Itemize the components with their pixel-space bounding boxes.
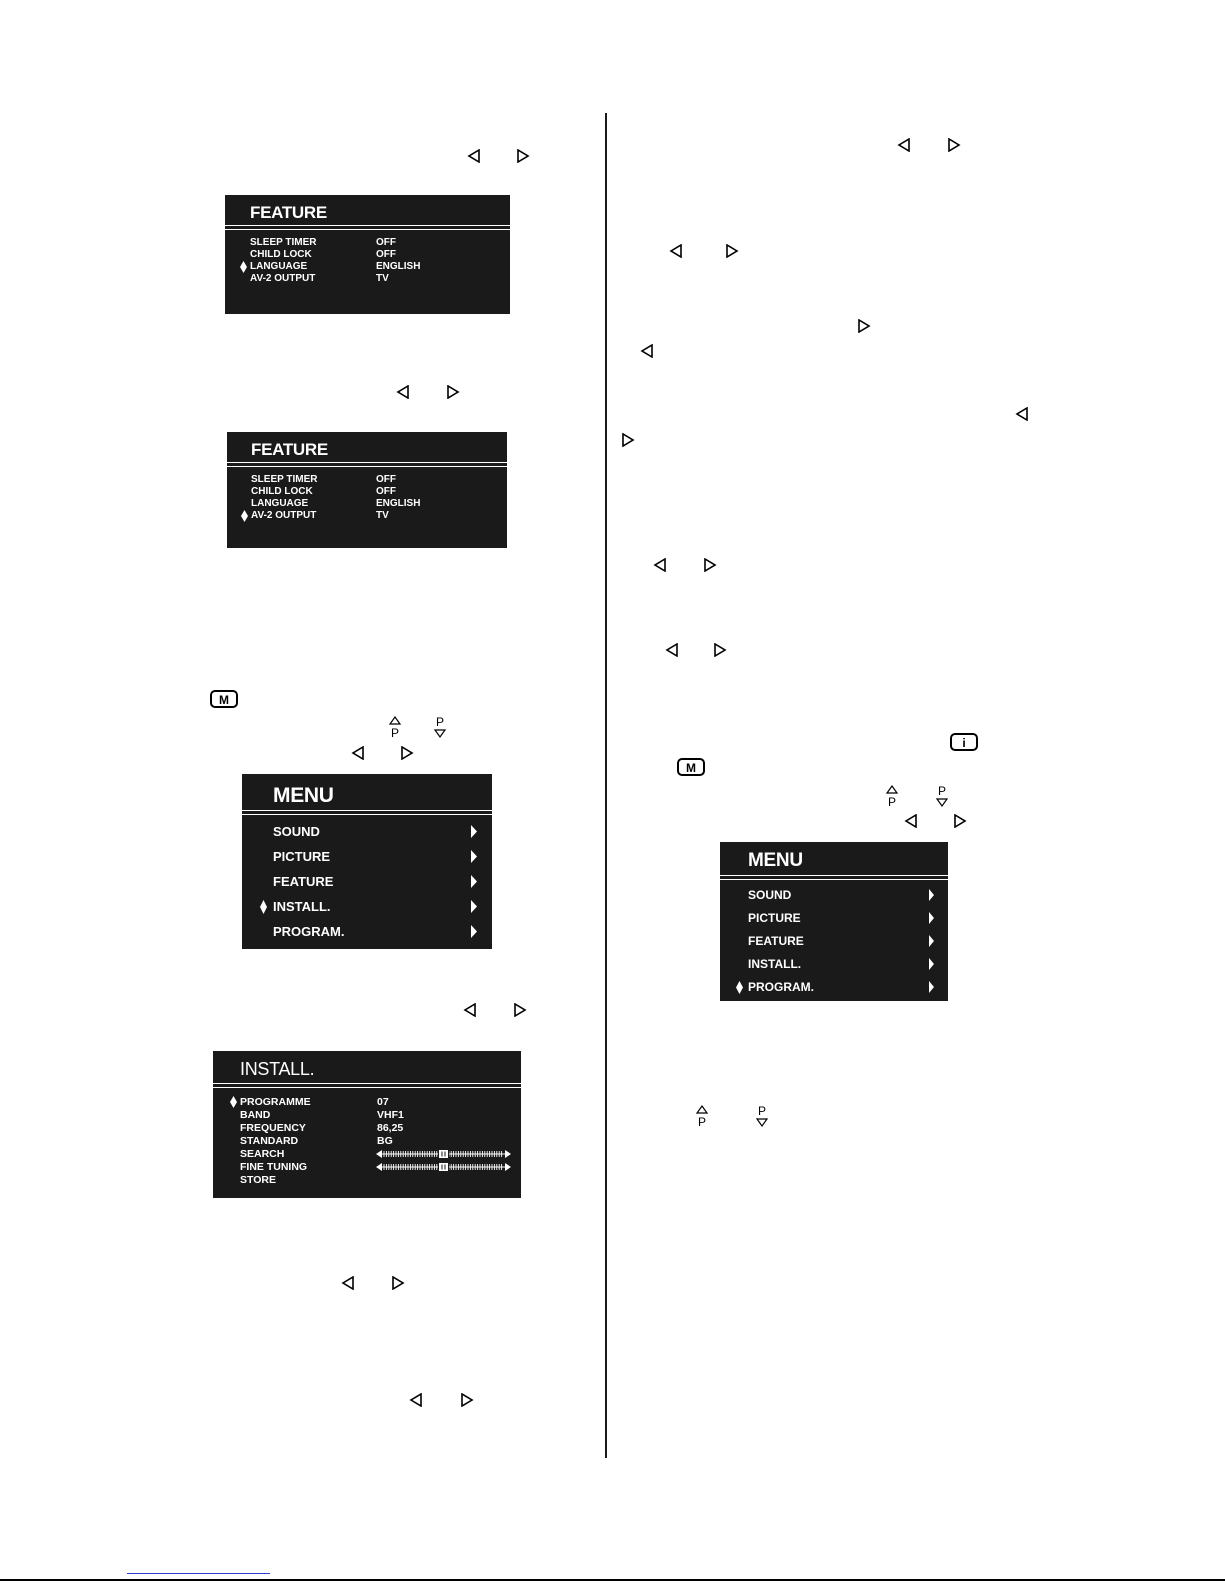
left-arrow-icon	[904, 814, 918, 828]
osd-title-rule	[227, 462, 507, 467]
svg-text:M: M	[219, 693, 229, 707]
install-menu-osd	[213, 1051, 521, 1198]
osd-title-rule	[225, 225, 510, 230]
feature-menu-osd-1	[225, 195, 510, 314]
osd-title-rule	[213, 1083, 521, 1088]
right-arrow-icon	[953, 814, 967, 828]
osd-row-label: STANDARD	[240, 1135, 299, 1147]
right-arrow-icon	[725, 244, 739, 258]
osd-row-label: LANGUAGE	[251, 498, 309, 509]
right-arrow-icon	[516, 149, 530, 163]
left-arrow-icon	[669, 244, 683, 258]
submenu-arrow-icon	[929, 981, 934, 993]
right-arrow-icon	[446, 385, 460, 399]
submenu-arrow-icon	[471, 850, 477, 863]
right-arrow-icon	[713, 643, 727, 657]
submenu-arrow-icon	[471, 900, 477, 913]
menu-item-install[interactable]	[720, 957, 948, 973]
bar-left-end-icon	[376, 1150, 382, 1158]
menu-item-picture[interactable]	[720, 911, 948, 927]
osd-row-label: FINE TUNING	[240, 1161, 308, 1173]
menu-key-icon	[677, 758, 705, 776]
right-arrow-icon	[857, 319, 871, 333]
menu-item-label: SOUND	[273, 824, 320, 839]
program-down-icon	[432, 715, 448, 741]
submenu-arrow-icon	[929, 958, 934, 970]
menu-item-feature[interactable]	[720, 934, 948, 950]
osd-row-value: 07	[377, 1096, 389, 1108]
osd-title: MENU	[748, 850, 803, 871]
osd-row[interactable]	[227, 474, 507, 486]
selection-cursor-icon	[736, 981, 743, 994]
osd-row-value: VHF1	[377, 1109, 404, 1121]
bar-left-end-icon	[376, 1163, 382, 1171]
left-arrow-icon	[1015, 407, 1029, 421]
osd-row-label: SLEEP TIMER	[250, 237, 317, 248]
footer-link-underline	[127, 1573, 270, 1574]
menu-item-label: SOUND	[748, 888, 792, 902]
osd-row-value: BG	[377, 1135, 393, 1147]
osd-row-value: OFF	[376, 249, 396, 260]
osd-row-label: SLEEP TIMER	[251, 474, 318, 485]
left-arrow-icon	[640, 344, 654, 358]
left-arrow-icon	[341, 1276, 355, 1290]
osd-row-selected[interactable]	[227, 510, 507, 522]
menu-item-program[interactable]	[720, 980, 948, 996]
osd-row-label: STORE	[240, 1174, 276, 1186]
osd-row-value: 86,25	[377, 1122, 404, 1134]
footer-rule	[0, 1579, 1225, 1581]
right-arrow-icon	[947, 138, 961, 152]
selection-cursor-icon	[230, 1096, 237, 1108]
menu-item-label: PROGRAM.	[748, 980, 814, 994]
osd-row-label: PROGRAMME	[240, 1096, 311, 1108]
menu-item-sound[interactable]	[242, 824, 492, 842]
osd-title: INSTALL.	[240, 1059, 315, 1079]
right-arrow-icon	[460, 1393, 474, 1407]
osd-title-rule	[720, 875, 948, 880]
fine-tuning-slider[interactable]	[376, 1162, 511, 1172]
osd-row-value: OFF	[376, 474, 396, 485]
osd-title: MENU	[273, 784, 334, 807]
menu-item-feature[interactable]	[242, 874, 492, 892]
bar-knob	[439, 1150, 449, 1159]
osd-row-value: OFF	[376, 486, 396, 497]
osd-row-label: BAND	[240, 1109, 271, 1121]
menu-item-label: FEATURE	[273, 874, 334, 889]
osd-title: FEATURE	[251, 440, 328, 459]
osd-row-value: ENGLISH	[376, 261, 421, 272]
osd-row-value: TV	[376, 510, 389, 521]
osd-row-label: LANGUAGE	[250, 261, 308, 272]
svg-text:M: M	[686, 761, 696, 775]
search-slider[interactable]	[376, 1149, 511, 1159]
osd-title: FEATURE	[250, 203, 327, 222]
osd-row-value: OFF	[376, 237, 396, 248]
right-arrow-icon	[703, 558, 717, 572]
install-row-frequency[interactable]	[213, 1122, 521, 1135]
left-arrow-icon	[467, 149, 481, 163]
svg-text:P: P	[887, 795, 897, 809]
osd-row-selected[interactable]	[225, 261, 510, 273]
program-down-icon	[754, 1104, 770, 1130]
svg-text:P: P	[697, 1115, 707, 1129]
menu-item-sound[interactable]	[720, 888, 948, 904]
osd-row[interactable]	[227, 486, 507, 498]
feature-menu-osd-2	[227, 432, 507, 548]
selection-cursor-icon	[260, 900, 267, 914]
submenu-arrow-icon	[471, 825, 477, 838]
svg-text:P: P	[757, 1104, 767, 1118]
osd-row-label: CHILD LOCK	[251, 486, 313, 497]
osd-row[interactable]	[225, 273, 510, 285]
right-arrow-icon	[400, 746, 414, 760]
osd-row-value: TV	[376, 273, 389, 284]
left-arrow-icon	[665, 643, 679, 657]
osd-row-label: AV-2 OUTPUT	[250, 273, 316, 284]
menu-key-icon	[210, 690, 238, 708]
osd-row[interactable]	[227, 498, 507, 510]
svg-text:P: P	[937, 784, 947, 798]
submenu-arrow-icon	[471, 875, 477, 888]
install-row-search[interactable]	[213, 1148, 521, 1161]
program-up-icon	[387, 715, 403, 741]
osd-row-label: CHILD LOCK	[250, 249, 312, 260]
submenu-arrow-icon	[471, 925, 477, 938]
menu-item-label: INSTALL.	[748, 957, 802, 971]
right-arrow-icon	[391, 1276, 405, 1290]
left-arrow-icon	[653, 558, 667, 572]
bar-right-end-icon	[505, 1150, 511, 1158]
column-divider	[605, 113, 607, 1458]
install-row-programme[interactable]	[213, 1096, 521, 1109]
osd-row[interactable]	[225, 249, 510, 261]
left-arrow-icon	[396, 385, 410, 399]
submenu-arrow-icon	[929, 912, 934, 924]
info-key-icon	[950, 733, 978, 751]
install-row-store[interactable]	[213, 1174, 521, 1187]
left-arrow-icon	[897, 138, 911, 152]
install-row-fine-tuning[interactable]	[213, 1161, 521, 1174]
menu-item-label: INSTALL.	[273, 899, 331, 914]
left-arrow-icon	[351, 746, 365, 760]
main-menu-osd-1	[242, 774, 492, 949]
menu-item-label: FEATURE	[748, 934, 804, 948]
bar-knob	[439, 1163, 449, 1172]
svg-text:P: P	[435, 715, 445, 729]
osd-row[interactable]	[225, 237, 510, 249]
osd-row-label: AV-2 OUTPUT	[251, 510, 317, 521]
osd-row-label: SEARCH	[240, 1148, 285, 1160]
program-up-icon	[694, 1104, 710, 1130]
osd-title-rule	[242, 810, 492, 815]
bar-right-end-icon	[505, 1163, 511, 1171]
main-menu-osd-2	[720, 842, 948, 1001]
install-row-standard[interactable]	[213, 1135, 521, 1148]
menu-item-label: PICTURE	[273, 849, 331, 864]
left-arrow-icon	[463, 1003, 477, 1017]
selection-cursor-icon	[240, 261, 247, 273]
menu-item-label: PICTURE	[748, 911, 801, 925]
right-arrow-icon	[621, 433, 635, 447]
program-up-icon	[884, 784, 900, 810]
selection-cursor-icon	[241, 510, 248, 522]
svg-text:P: P	[390, 726, 400, 740]
svg-text:i: i	[962, 736, 966, 750]
submenu-arrow-icon	[929, 889, 934, 901]
menu-item-program[interactable]	[242, 924, 492, 942]
menu-item-label: PROGRAM.	[273, 924, 345, 939]
install-row-band[interactable]	[213, 1109, 521, 1122]
menu-item-picture[interactable]	[242, 849, 492, 867]
osd-row-value: ENGLISH	[376, 498, 421, 509]
left-arrow-icon	[409, 1393, 423, 1407]
osd-row-label: FREQUENCY	[240, 1122, 306, 1134]
program-down-icon	[934, 784, 950, 810]
right-arrow-icon	[513, 1003, 527, 1017]
submenu-arrow-icon	[929, 935, 934, 947]
menu-item-install[interactable]	[242, 899, 492, 917]
